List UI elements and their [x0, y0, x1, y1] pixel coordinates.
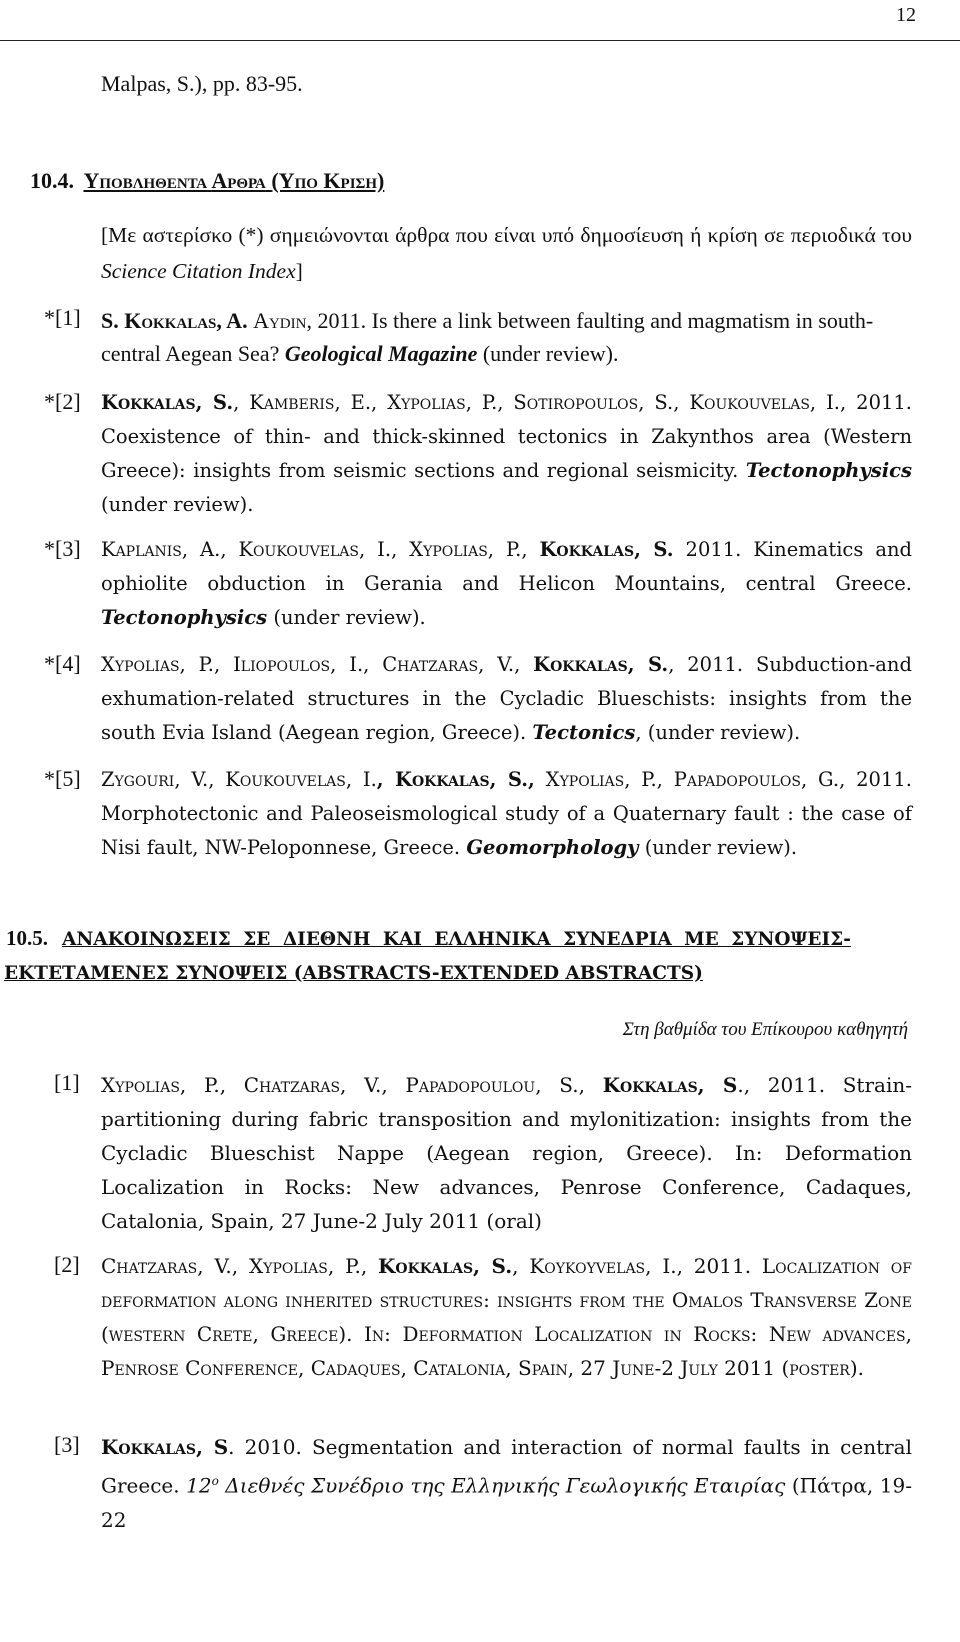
submitted-entry-4: Xypolias, P., Iliopoulos, I., Chatzaras, V., Kokkalas, S., 2011. Subduction-and exhumation-related structures in the Cycladic Blueschists: insights from the south Evia Island (Aegean region, Greece). Tectonics, (under review).	[101, 653, 912, 744]
page-number: 12	[896, 4, 916, 26]
entry-marker: *[1]	[44, 305, 81, 330]
conference-entry-2: Chatzaras, V., Xypolias, P., Kokkalas, S., Koykoyvelas, I., 2011. Localization of deformation along inherited structures: insights from the Omalos Transverse Zone (western Crete, Greece). In: Deformation Localization in Rocks: New advances, Penrose Conference, Cadaques, Catalonia, Spain, 27 June-2 July 2011 (poster).	[101, 1254, 912, 1380]
entry-marker: *[2]	[44, 389, 81, 414]
entry-marker: *[3]	[44, 536, 81, 561]
submitted-entry-3: Kaplanis, A., Koukouvelas, I., Xypolias, P., Kokkalas, S. 2011. Kinematics and ophiolite obduction in Gerania and Helicon Mountains, central Greece. Tectonophysics (under review).	[101, 538, 912, 629]
submitted-entry-1: S. Kokkalas, A. Aydin, 2011. Is there a link between faulting and magmatism in south-central Aegean Sea? Geological Magazine (under review).	[101, 308, 874, 366]
section-title-line-2: ΕΚΤΕΤΑΜΕΝΕΣ ΣΥΝΟΨΕΙΣ (ABSTRACTS-EXTENDED ABSTRACTS)	[4, 963, 703, 984]
conference-entry-1: Xypolias, P., Chatzaras, V., Papadopoulou, S., Kokkalas, S., 2011. Strain-partitioning during fabric transposition and mylonitization: insights from the Cycladic Blueschist Nappe (Aegean region, Greece). In: Deformation Localization in Rocks: New advances, Penrose Conference, Cadaques, Catalonia, Spain, 27 June-2 July 2011 (oral)	[101, 1073, 912, 1233]
entry-marker: *[4]	[44, 651, 81, 676]
section-10-4-heading	[30, 164, 384, 198]
entry-marker: [3]	[54, 1432, 80, 1457]
section-10-5-heading	[4, 922, 914, 991]
conference-entry-3: Kokkalas, S. 2010. Segmentation and interaction of normal faults in central Greece. $12^o$ Διεθνές Συνέδριο της Ελληνικής Γεωλογικής Εταιρίας (Πάτρα, 19-22	[101, 1435, 913, 1532]
rank-note: Στη βαθμίδα του Επίκουρου καθηγητή	[622, 1019, 908, 1040]
continuation-line: Malpas, S.), pp. 83-95.	[101, 71, 303, 96]
section-note: [Με αστερίσκο (*) σημειώνονται άρθρα που είναι υπό δημοσίευση ή κρίση σε περιοδικά του Science Citation Index]	[101, 223, 912, 283]
section-title: Υποβληθεντα Αρθρα (Υπο Κριση)	[83, 168, 385, 193]
entry-marker: [2]	[54, 1252, 80, 1277]
section-title-line-1: ΑΝΑΚΟΙΝΩΣΕΙΣ ΣΕ ΔΙΕΘΝΗ ΚΑΙ ΕΛΛΗΝΙΚΑ ΣΥΝΕΔΡΙΑ ΜΕ ΣΥΝΟΨΕΙΣ-	[62, 929, 851, 950]
entry-marker: *[5]	[44, 766, 81, 791]
submitted-entry-2: Kokkalas, S., Kamberis, E., Xypolias, P., Sotiropoulos, S., Koukouvelas, I., 2011. Coexistence of thin- and thick-skinned tectonics in Zakynthos area (Western Greece): insights from seismic sections and regional seismicity. Tectonophysics (under review).	[101, 391, 912, 516]
section-number: 10.5.	[6, 926, 48, 950]
section-number: 10.4.	[30, 168, 74, 193]
header-rule	[0, 40, 960, 41]
submitted-entry-5: Zygouri, V., Koukouvelas, I., Kokkalas, S., Xypolias, P., Papadopoulos, G., 2011. Morphotectonic and Paleoseismological study of a Quaternary fault : the case of Nisi fault, NW-Peloponnese, Greece. Geomorphology (under review).	[101, 768, 912, 859]
entry-marker: [1]	[54, 1070, 80, 1095]
